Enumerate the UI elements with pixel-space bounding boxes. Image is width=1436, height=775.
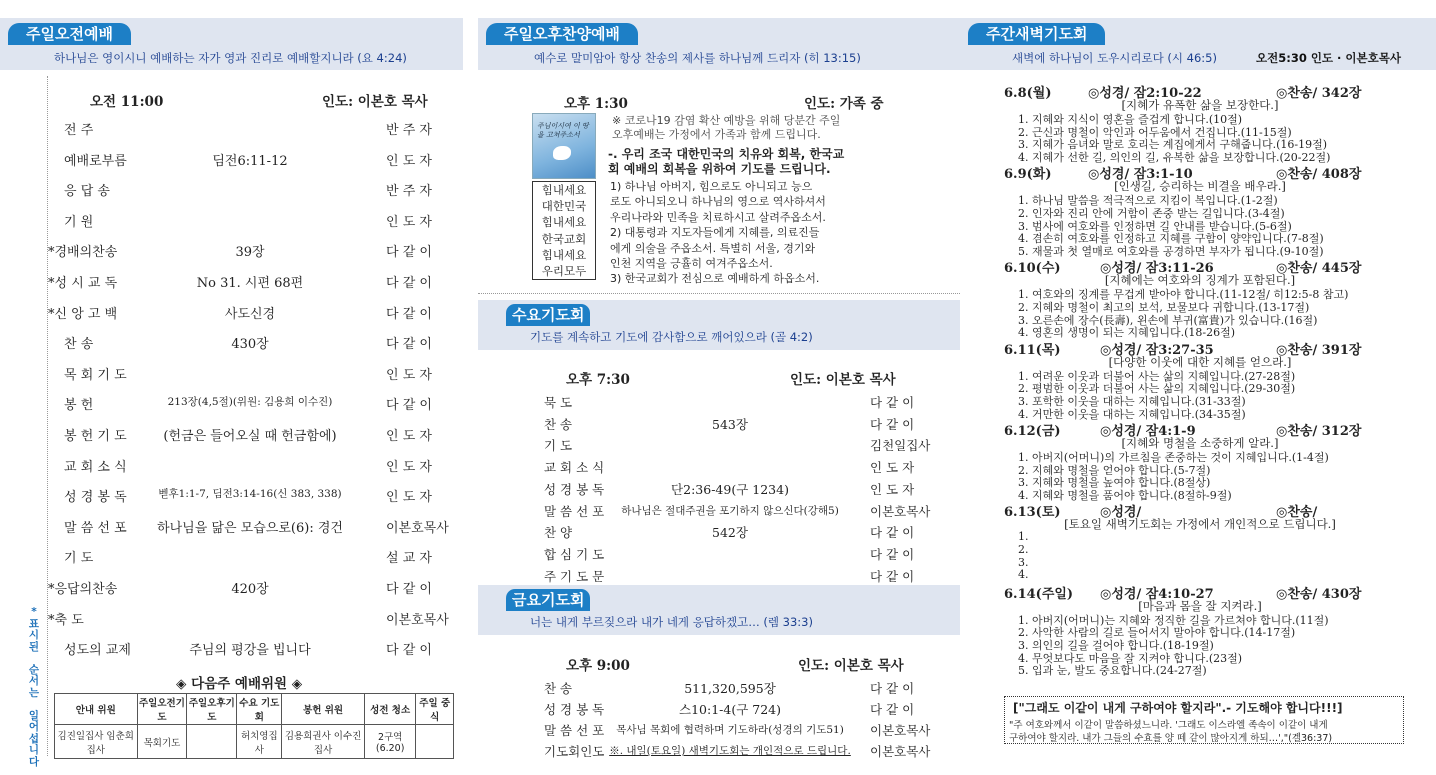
dawn-point: 1. 여려운 이웃과 더불어 사는 삶의 지혜입니다.(27-28절) — [1018, 369, 1296, 383]
wednesday-header — [478, 300, 960, 350]
dawn-theme: [인생길, 승리하는 비결을 배우라.] — [1114, 179, 1286, 194]
order-detail: 단2:36-49(구 1234) — [671, 481, 789, 497]
dawn-point: 2. 사악한 사람의 길로 들어서지 말아야 합니다.(14-17절) — [1018, 626, 1296, 640]
committee-header: 안내 위원 — [55, 694, 138, 725]
committee-cell — [187, 725, 237, 759]
committee-header: 주일오전기도 — [137, 694, 187, 725]
order-role: 이본호목사 — [386, 612, 449, 628]
image-caption: 주님이시여 이 땅을 고쳐주소서 — [537, 122, 589, 139]
dawn-hymn: ◎찬송/ 312장 — [1276, 423, 1362, 439]
order-role: 인 도 자 — [386, 214, 432, 230]
dawn-title: 주간새벽기도회 — [968, 23, 1105, 45]
committee-header: 수요 기도회 — [237, 694, 282, 725]
dawn-point: 4. 지혜가 선한 길, 의인의 길, 유복한 삶을 보장합니다.(20-22절) — [1018, 151, 1331, 165]
dawn-theme: [지혜와 명철을 소중하게 알라.] — [1121, 435, 1279, 450]
order-role: 인 도 자 — [870, 481, 915, 497]
afternoon-note-2: 오후예배는 가정에서 가족과 함께 드립니다. — [612, 128, 821, 141]
divider — [478, 293, 960, 294]
order-role: 다 같 이 — [870, 395, 915, 410]
order-name: 합 심 기 도 — [544, 546, 605, 562]
dawn-bible: ◎성경/ — [1100, 505, 1142, 521]
dawn-hymn: ◎찬송/ 408장 — [1276, 167, 1362, 183]
prayer-image — [532, 113, 596, 179]
order-role: 인 도 자 — [386, 459, 432, 475]
order-detail: 39장 — [235, 245, 265, 261]
dawn-info: 오전5:30 인도 · 이본호목사 — [1256, 51, 1401, 65]
dawn-point: 3. 의인의 길을 걸어야 합니다.(18-19절) — [1018, 638, 1214, 652]
order-name: 기 도 — [544, 438, 573, 454]
dawn-point: 2. 평범한 이웃과 더불어 사는 삶의 지혜입니다.(29-30절) — [1018, 382, 1296, 396]
dawn-day: 6.8(월) — [1004, 86, 1052, 101]
dawn-day: 6.11(목) — [1004, 342, 1061, 358]
order-name: 기도회인도 — [544, 744, 605, 759]
order-role: 김천일집사 — [870, 438, 931, 454]
prayer-line: 3) 한국교회가 전심으로 예배하게 하옵소서. — [610, 272, 820, 286]
order-detail: 스10:1-4(구 724) — [679, 702, 781, 717]
dawn-day: 6.14(주일) — [1004, 586, 1074, 602]
order-detail: 213장(4,5절)(위원: 김용희 이수진) — [167, 396, 333, 409]
dawn-hymn: ◎찬송/ 430장 — [1276, 586, 1362, 602]
dawn-point: 2. 지혜와 명철을 얻어야 합니다.(5-7절) — [1018, 463, 1211, 477]
order-role: 다 같 이 — [386, 245, 432, 261]
dawn-point: 1. 지혜와 지식이 영혼을 즐겁게 합니다.(10절) — [1018, 113, 1243, 126]
order-name: 주 기 도 문 — [544, 568, 605, 584]
committee-header: 주일 중식 — [416, 694, 454, 725]
afternoon-header — [478, 18, 960, 70]
order-name: 찬 양 — [544, 525, 573, 541]
dawn-theme: [다양한 이웃에 대한 지혜를 얻으라.] — [1108, 354, 1292, 369]
committee-header: 주일오후기도 — [187, 694, 237, 725]
friday-time: 오후 9:00 — [566, 658, 630, 674]
order-role: 인 도 자 — [870, 460, 915, 476]
committee-cell: 목회기도 — [137, 725, 187, 759]
order-detail: ※. 내일(토요일) 새벽기도회는 개인적으로 드립니다. — [609, 745, 851, 757]
final-quote-box — [1004, 696, 1404, 744]
order-name: 예배로부름 — [64, 153, 127, 169]
order-role: 반 주 자 — [386, 184, 432, 200]
order-role: 다 같 이 — [386, 643, 432, 659]
dawn-hymn: ◎찬송/ 342장 — [1276, 86, 1362, 101]
dawn-bible: ◎성경/ 잠3:27-35 — [1100, 342, 1214, 358]
cheer-line: 대한민국 — [541, 199, 587, 214]
committee-cell — [416, 725, 454, 759]
dawn-point: 3. 범사에 여호와를 인정하면 길 안내를 받습니다.(5-6절) — [1018, 219, 1292, 233]
prayer-line: 우리나라와 민족을 치료하시고 살려주옵소서. — [610, 210, 826, 224]
dawn-point: 1. — [1018, 530, 1029, 544]
order-name: *성 시 교 독 — [48, 276, 118, 291]
dawn-bible: ◎성경/ 잠2:10-22 — [1088, 86, 1202, 101]
friday-leader: 인도: 이본호 목사 — [798, 658, 904, 674]
final-body-1: "주 여호와께서 이같이 말씀하셨느니라. '그래도 이스라엘 족속이 이같이 내게 — [1009, 720, 1328, 731]
dawn-verse: 새벽에 하나님이 도우시리로다 (시 46:5) — [1012, 51, 1217, 65]
prayer-head-2: 회 예배의 회복을 위하여 기도를 드립니다. — [608, 162, 831, 176]
prayer-line: 로도 아니되오니 하나님의 영으로 역사하셔서 — [610, 195, 826, 209]
order-name: 성 경 봉 독 — [64, 490, 127, 506]
order-role: 설 교 자 — [386, 551, 432, 567]
dawn-point: 5. 입과 눈, 발도 중요합니다.(24-27절) — [1018, 664, 1207, 678]
cheer-line: 우리모두 — [541, 264, 587, 279]
dawn-panel — [960, 0, 1436, 775]
friday-verse: 너는 내게 부르짖으라 내가 네게 응답하겠고… (렘 33:3) — [530, 615, 813, 629]
order-detail: 542장 — [712, 525, 748, 541]
order-name: 봉 헌 — [64, 398, 94, 414]
order-name: *경배의찬송 — [48, 245, 118, 261]
order-name: 기 도 — [64, 551, 94, 567]
cheer-line: 힘내세요 — [541, 215, 587, 230]
order-role: 이본호목사 — [386, 520, 449, 536]
order-detail: 430장 — [231, 337, 269, 353]
order-role: 다 같 이 — [870, 525, 915, 541]
dawn-point: 1. 하나님 말씀을 적극적으로 지킴이 복입니다.(1-2절) — [1018, 194, 1278, 208]
dawn-bible: ◎성경/ 잠3:11-26 — [1100, 261, 1214, 277]
order-name: 찬 송 — [544, 416, 573, 432]
committee-table — [54, 693, 454, 759]
order-name: 성 경 봉 독 — [544, 481, 605, 497]
order-name: 성 경 봉 독 — [544, 702, 605, 717]
wednesday-verse: 기도를 계속하고 기도에 감사함으로 깨어있으라 (골 4:2) — [530, 330, 813, 344]
order-role: 인 도 자 — [386, 367, 432, 383]
order-detail: 511,320,595장 — [684, 681, 776, 696]
order-detail: (헌금은 들어오실 때 헌금함에) — [163, 429, 337, 444]
dawn-theme: [지혜가 유폭한 삶을 보장한다.] — [1121, 98, 1279, 112]
dawn-point: 2. 지혜와 명철이 최고의 보석, 보물보다 귀합니다.(13-17절) — [1018, 301, 1310, 314]
divider — [47, 76, 48, 756]
dawn-bible: ◎성경/ 잠3:1-10 — [1088, 167, 1193, 183]
order-role: 이본호목사 — [870, 503, 931, 519]
order-detail: 딤전6:11-12 — [212, 153, 288, 169]
order-name: 기 원 — [64, 214, 94, 230]
dawn-point: 4. 영혼의 생명이 되는 지혜입니다.(18-26절) — [1018, 326, 1236, 340]
order-role: 이본호목사 — [870, 744, 931, 759]
prayer-line: 인천 지역을 긍휼히 여겨주옵소서. — [610, 257, 773, 270]
dawn-theme: [지혜에는 여호와의 징계가 포함된다.] — [1104, 273, 1296, 288]
order-name: 교 회 소 식 — [64, 459, 127, 475]
wednesday-title: 수요기도회 — [506, 304, 590, 326]
morning-time: 오전 11:00 — [90, 94, 164, 110]
side-note: * 표 시 된 순 서 는 일 어 섭 니 다 — [28, 606, 40, 768]
order-role: 이본호목사 — [870, 723, 931, 738]
order-detail: 목사님 목회에 협력하며 기도하라(성경의 기도51) — [616, 724, 844, 736]
order-name: 말 씀 선 포 — [544, 503, 605, 519]
order-name: 말 씀 선 포 — [64, 520, 127, 536]
order-name: 전 주 — [64, 123, 94, 138]
order-detail: No 31. 시편 68편 — [196, 276, 304, 291]
committee-cell: 김진일집사 임춘희집사 — [55, 725, 138, 759]
order-name: 묵 도 — [544, 395, 573, 410]
dawn-header — [960, 18, 1436, 70]
order-role: 다 같 이 — [386, 337, 432, 353]
afternoon-note-1: ※ 코로나19 감염 확산 예방을 위해 당분간 주일 — [612, 114, 841, 127]
order-role: 다 같 이 — [870, 702, 915, 717]
order-role: 인 도 자 — [386, 490, 432, 506]
dawn-point: 1. 아버지(어머니)는 지혜와 정직한 길을 가르쳐야 합니다.(11절) — [1018, 613, 1329, 627]
dawn-point: 1. 아버지(어머니)의 가르침을 존중하는 것이 지혜입니다.(1-4절) — [1018, 450, 1329, 464]
dawn-point: 4. 무엇보다도 마음을 잘 지켜야 합니다.(23절) — [1018, 651, 1243, 665]
dawn-bible: ◎성경/ 잠4:1-9 — [1100, 423, 1196, 439]
dawn-hymn: ◎찬송/ 391장 — [1276, 342, 1362, 358]
dawn-point: 2. 인자와 진리 안에 거함이 존중 받는 길입니다.(3-4절) — [1018, 207, 1285, 220]
dawn-day: 6.13(토) — [1004, 505, 1061, 521]
order-name: 봉 헌 기 도 — [64, 429, 127, 444]
dawn-point: 4. 겸손히 여호와를 인정하고 지혜를 구함이 양약입니다.(7-8절) — [1018, 232, 1324, 246]
order-name: *응답의찬송 — [48, 582, 118, 597]
order-detail: 하나님을 닮은 모습으로(6): 경건 — [157, 520, 343, 536]
order-name: 교 회 소 식 — [544, 460, 605, 476]
afternoon-title: 주일오후찬양예배 — [486, 23, 638, 45]
final-head: ["그래도 이같이 내게 구하여야 할지라".- 기도해야 합니다!!!] — [1013, 701, 1343, 715]
prayer-line: 1) 하나님 아버지, 힘으로도 아니되고 능으 — [610, 180, 813, 193]
prayer-image-box — [532, 113, 596, 280]
order-role: 다 같 이 — [870, 568, 915, 584]
dawn-point: 2. 근신과 명철이 악인과 어두움에서 건집니다.(11-15절) — [1018, 125, 1292, 139]
afternoon-time: 오후 1:30 — [564, 96, 628, 112]
order-role: 다 같 이 — [386, 398, 432, 414]
final-body-2: 구하여야 할지라. 내가 그들의 수효를 양 떼 같이 많아지게 하되…',"(겔36:37) — [1009, 733, 1333, 744]
order-name: *축 도 — [48, 612, 84, 628]
committee-header: 봉헌 위원 — [282, 694, 365, 725]
order-detail: 543장 — [712, 416, 748, 432]
dawn-point: 1. 여호와의 징계를 무겁게 받아야 합니다.(11-12절/ 히12:5-8 참고) — [1018, 288, 1349, 302]
dawn-theme: [마음과 몸을 잘 지켜라.] — [1138, 598, 1262, 613]
dawn-point: 3. 포학한 이웃을 대하는 지혜입니다.(31-33절) — [1018, 395, 1246, 408]
order-name: 찬 송 — [544, 681, 573, 696]
dawn-point: 2. — [1018, 542, 1029, 556]
morning-verse: 하나님은 영이시니 예배하는 자가 영과 진리로 예배할지니라 (요 4:24) — [54, 51, 407, 65]
afternoon-verse: 예수로 말미암아 항상 찬송의 제사를 하나님께 드리자 (히 13:15) — [534, 51, 861, 65]
dawn-point: 4. — [1018, 568, 1029, 582]
committee-cell: 김용희권사 이수진집사 — [282, 725, 365, 759]
dawn-day: 6.10(수) — [1004, 261, 1061, 277]
dawn-point: 3. — [1018, 555, 1029, 569]
wednesday-leader: 인도: 이본호 목사 — [790, 372, 896, 388]
prayer-line: 2) 대통령과 지도자들에게 지혜를, 의료진들 — [610, 226, 820, 240]
wednesday-time: 오후 7:30 — [566, 372, 630, 388]
order-name: 성도의 교제 — [64, 643, 131, 659]
order-role: 다 같 이 — [386, 582, 432, 597]
dawn-day: 6.9(화) — [1004, 167, 1052, 183]
order-detail: 주님의 평강을 빕니다 — [189, 643, 311, 659]
cheer-list — [532, 181, 596, 280]
order-name: 목 회 기 도 — [64, 367, 127, 383]
prayer-head-1: -. 우리 조국 대한민국의 치유와 회복, 한국교 — [608, 147, 845, 161]
dawn-day: 6.12(금) — [1004, 423, 1061, 439]
order-role: 인 도 자 — [386, 429, 432, 444]
dove-icon — [553, 146, 571, 160]
dawn-point: 3. 지혜와 명철을 높여야 합니다.(8절상) — [1018, 476, 1211, 490]
order-detail: 하나님은 절대주권을 포기하지 않으신다(강해5) — [621, 504, 839, 517]
afternoon-leader: 인도: 가족 중 — [804, 96, 884, 112]
order-name: *신 앙 고 백 — [48, 306, 118, 322]
committee-cell: 2구역(6.20) — [364, 725, 416, 759]
order-role: 다 같 이 — [870, 416, 915, 432]
dawn-hymn: ◎찬송/ — [1276, 505, 1318, 521]
order-name: 말 씀 선 포 — [544, 723, 605, 738]
order-role: 다 같 이 — [386, 276, 432, 291]
cheer-line: 힘내세요 — [541, 183, 587, 197]
cheer-line: 힘내세요 — [541, 247, 587, 262]
friday-title: 금요기도회 — [506, 589, 590, 611]
dawn-point: 3. 지혜가 음녀와 말로 호리는 계집에게서 구해줍니다.(16-19절) — [1018, 138, 1328, 152]
dawn-hymn: ◎찬송/ 445장 — [1276, 261, 1362, 277]
order-detail: 사도신경 — [224, 306, 276, 322]
order-detail: 420장 — [231, 582, 269, 597]
dawn-point: 4. 지혜와 명철을 품어야 합니다.(8절하-9절) — [1018, 489, 1232, 502]
cheer-line: 한국교회 — [541, 231, 587, 246]
committee-header: 성전 청소 — [364, 694, 416, 725]
dawn-bible: ◎성경/ 잠4:10-27 — [1100, 586, 1214, 602]
committee-cell: 허치영집사 — [237, 725, 282, 759]
morning-leader: 인도: 이본호 목사 — [322, 94, 428, 110]
dawn-point: 4. 거만한 이웃을 대하는 지혜입니다.(34-35절) — [1018, 407, 1246, 421]
friday-header — [478, 585, 960, 635]
prayer-line: 에게 의술을 주옵소서. 특별히 서울, 경기와 — [610, 241, 816, 255]
order-role: 다 같 이 — [870, 546, 915, 562]
dawn-point: 5. 재물과 첫 열매로 여호와를 공경하면 부자가 됩니다.(9-10절) — [1018, 245, 1324, 259]
order-detail: 벧후1:1-7, 딤전3:14-16(신 383, 338) — [158, 488, 342, 501]
morning-title: 주일오전예배 — [8, 23, 131, 45]
order-role: 다 같 이 — [870, 681, 915, 696]
committee-title: ◈ 다음주 예배위원 ◈ — [176, 676, 303, 692]
morning-panel — [0, 0, 463, 775]
order-role: 반 주 자 — [386, 123, 432, 138]
morning-header — [0, 18, 463, 70]
order-name: 응 답 송 — [64, 184, 110, 200]
dawn-point: 3. 오른손에 장수(長壽), 왼손에 부귀(富貴)가 있습니다.(16절) — [1018, 313, 1318, 327]
order-role: 인 도 자 — [386, 153, 432, 169]
order-name: 찬 송 — [64, 337, 94, 353]
order-role: 다 같 이 — [386, 306, 432, 322]
dawn-theme: [토요일 새벽기도회는 가정에서 개인적으로 드립니다.] — [1064, 517, 1336, 532]
